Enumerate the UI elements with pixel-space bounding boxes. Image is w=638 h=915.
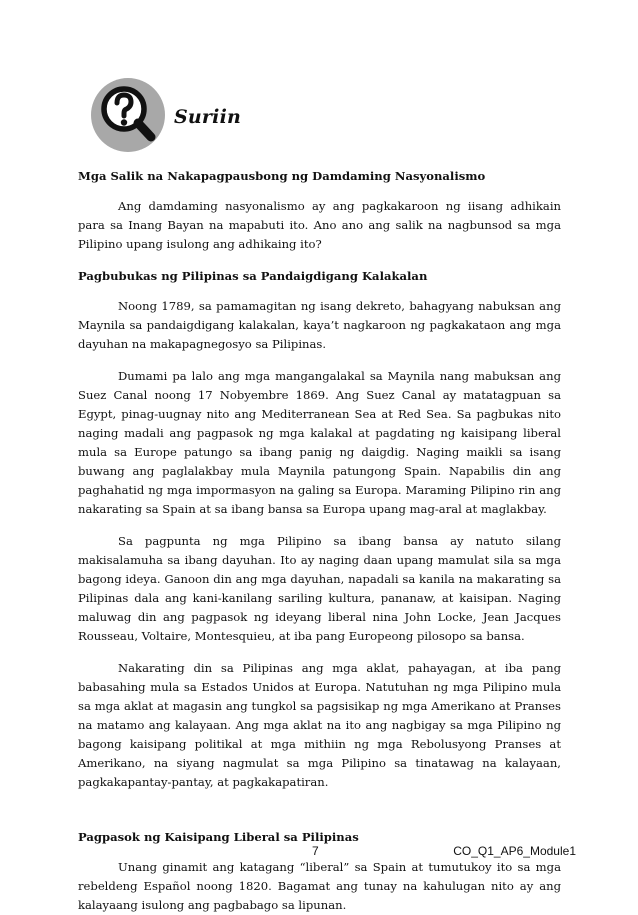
heading-kaisipang-liberal: Pagpasok ng Kaisipang Liberal sa Pilipinas xyxy=(78,830,359,844)
paragraph: Noong 1789, sa pamamagitan ng isang dekreto, bahagyang nabuksan ang Maynila sa pandaigdigang kalakalan, kaya’t nagkaroon ng pagkakataon ang mga dayuhan na makapagnegosyo sa Pilipinas. xyxy=(78,299,561,351)
paragraph: Unang ginamit ang katagang “liberal” sa Spain at tumutukoy ito sa mga rebeldeng Español noong 1820. Bagamat ang tunay na kahulugan nito ay ang kalayaang isulong ang pagbabago sa lipunan. xyxy=(78,860,561,912)
section-header xyxy=(91,78,341,160)
module-code: CO_Q1_AP6_Module1 xyxy=(453,844,576,858)
question-magnifier-icon xyxy=(91,78,165,152)
page-number: 7 xyxy=(312,844,319,858)
lesson-content xyxy=(78,168,561,915)
page-footer xyxy=(0,844,638,864)
paragraph: Sa pagpunta ng mga Pilipino sa ibang bansa ay natuto silang makisalamuha sa ibang dayuhan. Ito ay naging daan upang mamulat sila sa mga bagong ideya. Ganoon din ang mga dayuhan, napadali sa kanila na makarating sa Pilipinas dala ang kani-kanilang sariling kultura, pananaw, at kaisipan. Naging maluwag din ang pagpasok ng ideyang liberal nina John Locke, Jean Jacques Rousseau, Voltaire, Montesquieu, at iba pang Europeong pilosopo sa bansa. xyxy=(78,534,561,643)
section-title: Suriin xyxy=(174,106,241,128)
paragraph: Nakarating din sa Pilipinas ang mga aklat, pahayagan, at iba pang babasahing mula sa Estados Unidos at Europa. Natutuhan ng mga Pilipino mula sa mga aklat at magasin ang tungkol sa pagsisikap ng mga Amerikano at Pranses na matamo ang kalayaan. Ang mga aklat na ito ang nagbigay sa mga Pilipino ng bagong kaisipang politikal at mga mithiin ng mga Rebolusyong Pranses at Amerikano, na siyang nagmulat sa mga Pilipino sa tinatawag na kalayaan, pagkakapantay-pantay, at pagkakapatiran. xyxy=(78,661,561,789)
heading-kalakalan: Pagbubukas ng Pilipinas sa Pandaigdigang Kalakalan xyxy=(78,269,428,283)
paragraph: Ang damdaming nasyonalismo ay ang pagkakaroon ng iisang adhikain para sa Inang Bayan na mapabuti ito. Ano ano ang salik na nagbunsod sa mga Pilipino upang isulong ang adhikaing ito? xyxy=(78,199,561,251)
heading-nasyonalismo: Mga Salik na Nakapagpausbong ng Damdaming Nasyonalismo xyxy=(78,169,486,183)
paragraph: Dumami pa lalo ang mga mangangalakal sa Maynila nang mabuksan ang Suez Canal noong 17 Nobyembre 1869. Ang Suez Canal ay matatagpuan sa Egypt, pinag-uugnay nito ang Mediterranean Sea at Red Sea. Sa pagbukas nito naging madali ang pagpasok ng mga kalakal at pagdating ng kaisipang liberal mula sa Europe patungo sa ibang panig ng daigdig. Naging maikli sa isang buwang ang paglalakbay mula Maynila patungong Spain. Napabilis din ang paghahatid ng mga impormasyon na galing sa Europa. Maraming Pilipino rin ang nakarating sa Spain at sa ibang bansa sa Europa upang mag-aral at maglakbay. xyxy=(78,369,561,516)
